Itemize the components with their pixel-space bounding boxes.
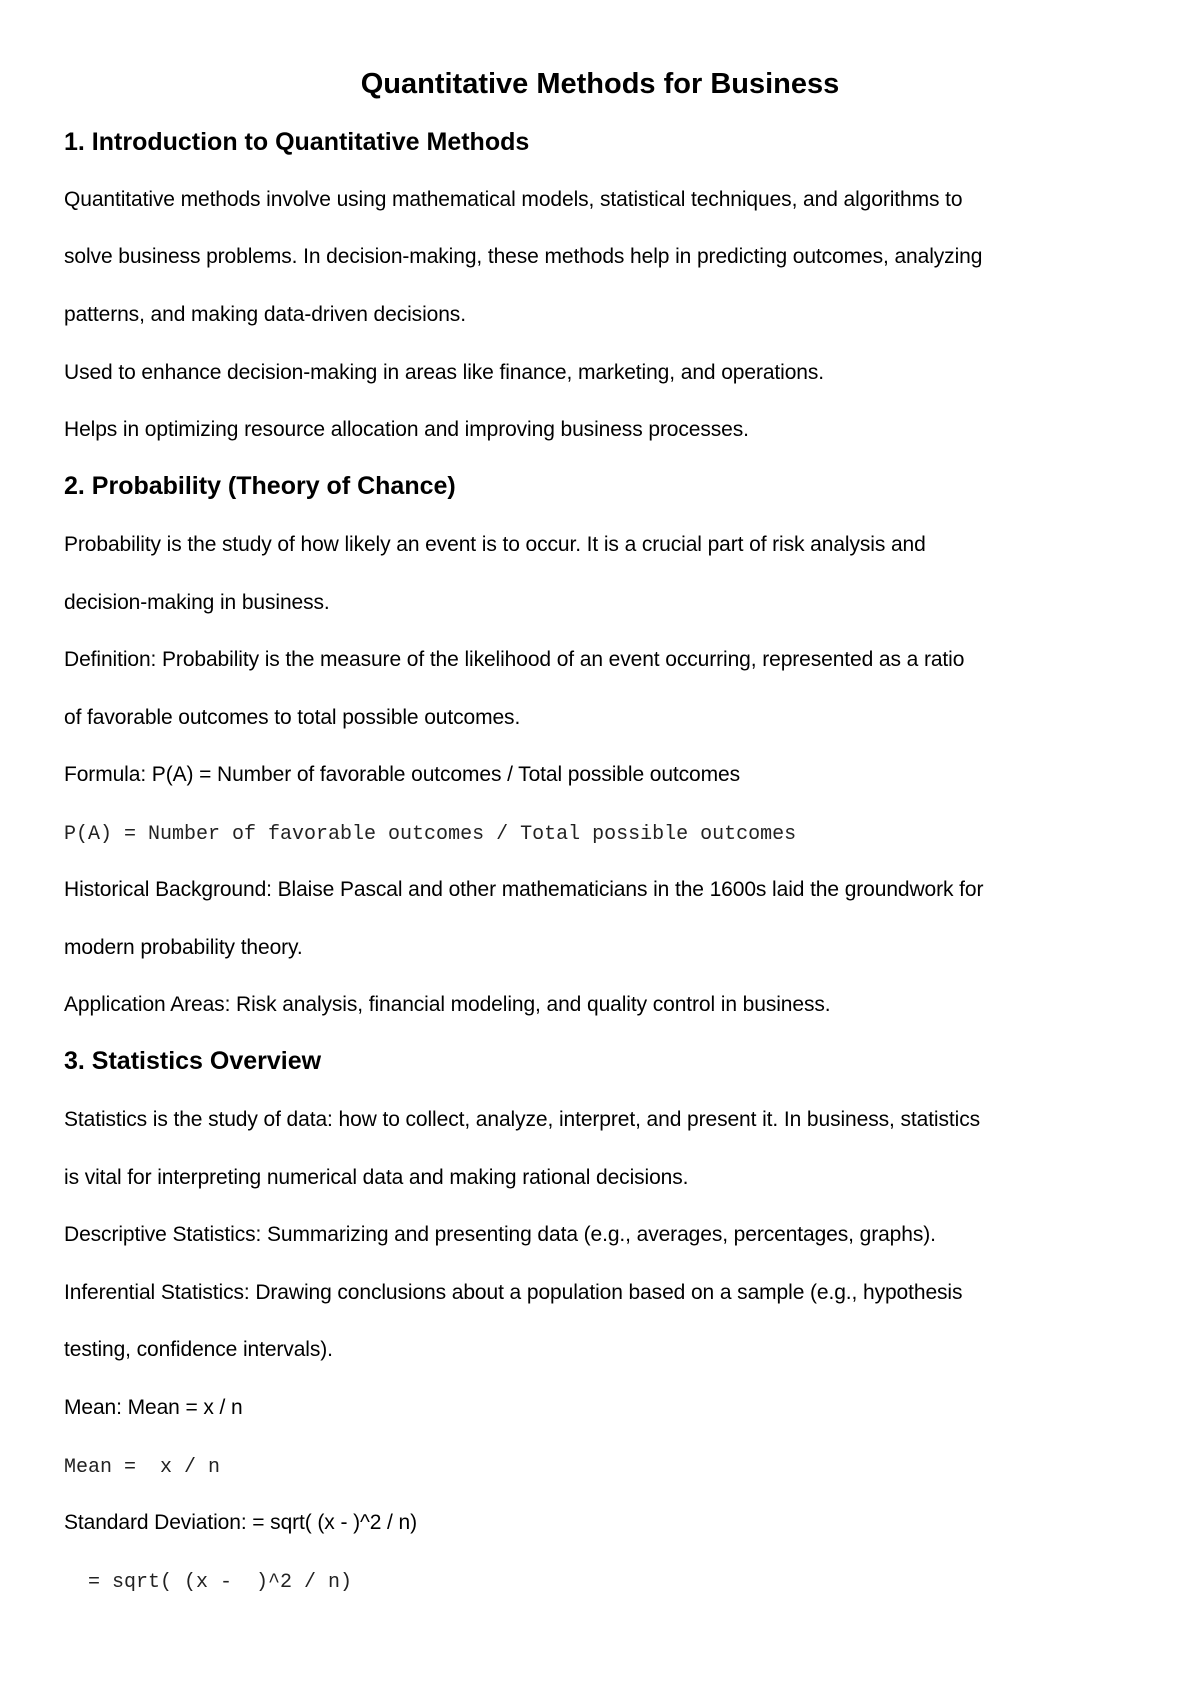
document-title: Quantitative Methods for Business	[360, 68, 840, 100]
section-2-paragraph-line: Definition: Probability is the measure of the likelihood of an event occurring, represented as a ratio	[64, 648, 965, 671]
section-1-paragraph-line: patterns, and making data-driven decisions.	[64, 303, 466, 326]
section-2-paragraph-line: Historical Background: Blaise Pascal and other mathematicians in the 1600s laid the groundwork for	[64, 878, 984, 901]
section-2-paragraph-line: of favorable outcomes to total possible outcomes.	[64, 706, 521, 729]
section-1-paragraph-line: Helps in optimizing resource allocation and improving business processes.	[64, 418, 749, 441]
section-1-paragraph-line: Used to enhance decision-making in areas like finance, marketing, and operations.	[64, 361, 825, 384]
section-3-mean-line: Mean: Mean = x / n	[64, 1396, 243, 1419]
section-2-heading: 2. Probability (Theory of Chance)	[64, 472, 456, 500]
section-2-paragraph-line: modern probability theory.	[64, 936, 303, 959]
section-1-paragraph-line: Quantitative methods involve using mathematical models, statistical techniques, and algorithms to	[64, 188, 963, 211]
section-1-heading: 1. Introduction to Quantitative Methods	[64, 128, 530, 156]
section-3-heading: 3. Statistics Overview	[64, 1047, 322, 1075]
section-3-paragraph-line: testing, confidence intervals).	[64, 1338, 333, 1361]
section-1-paragraph-line: solve business problems. In decision-making, these methods help in predicting outcomes, analyzing	[64, 245, 983, 268]
section-3-code-mean: Mean = x / n	[64, 1456, 221, 1479]
section-2-code-formula: P(A) = Number of favorable outcomes / Total possible outcomes	[64, 823, 797, 846]
section-3-paragraph-line: Inferential Statistics: Drawing conclusions about a population based on a sample (e.g., hypothesis	[64, 1281, 963, 1304]
section-3-code-std: = sqrt( (x - )^2 / n)	[64, 1571, 353, 1594]
section-2-paragraph-line: decision-making in business.	[64, 591, 330, 614]
section-3-paragraph-line: Statistics is the study of data: how to collect, analyze, interpret, and present it. In business, statistics	[64, 1108, 980, 1131]
section-3-std-line: Standard Deviation: = sqrt( (x - )^2 / n)	[64, 1511, 417, 1534]
section-3-paragraph-line: Descriptive Statistics: Summarizing and presenting data (e.g., averages, percentages, graphs).	[64, 1223, 936, 1246]
section-2-paragraph-line: Probability is the study of how likely an event is to occur. It is a crucial part of risk analysis and	[64, 533, 926, 556]
section-3-paragraph-line: is vital for interpreting numerical data and making rational decisions.	[64, 1166, 689, 1189]
section-2-formula-line: Formula: P(A) = Number of favorable outcomes / Total possible outcomes	[64, 763, 741, 786]
section-2-paragraph-line: Application Areas: Risk analysis, financial modeling, and quality control in business.	[64, 993, 831, 1016]
